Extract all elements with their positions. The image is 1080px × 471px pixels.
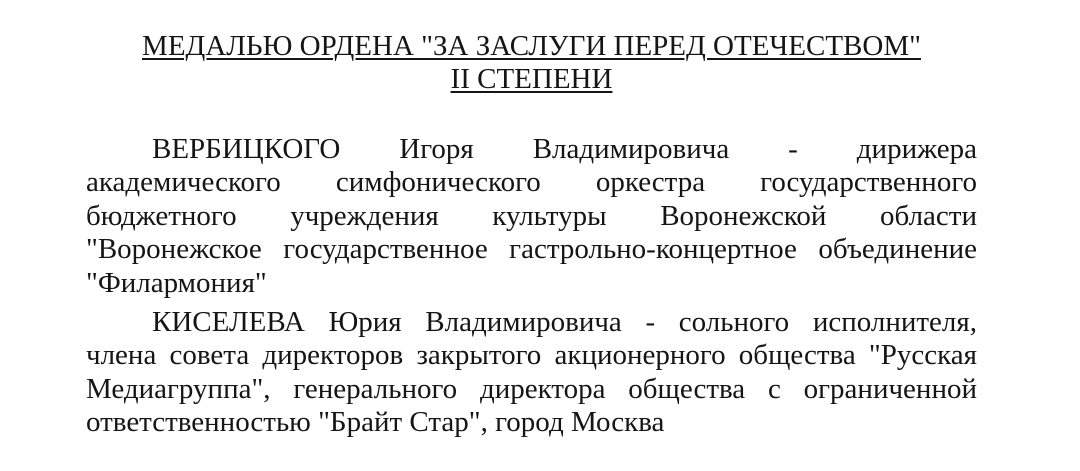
entry-line: "Филармония" (86, 266, 267, 299)
award-degree: II СТЕПЕНИ (450, 63, 613, 95)
entry-line: Медиагруппа", генерального директора общества с ограниченной (86, 372, 977, 405)
entry-line: бюджетного учреждения культуры Воронежской области (86, 199, 977, 232)
award-entry-verbitsky (86, 133, 977, 300)
entry-line: КИСЕЛЕВА Юрия Владимировича - сольного исполнителя, (152, 305, 977, 338)
award-heading-line-2 (86, 63, 977, 96)
award-entries (86, 133, 977, 440)
award-title: МЕДАЛЬЮ ОРДЕНА "ЗА ЗАСЛУГИ ПЕРЕД ОТЕЧЕСТВОМ" (142, 30, 921, 62)
award-entry-kiselev (86, 306, 977, 440)
award-heading (86, 30, 977, 96)
entry-line: члена совета директоров закрытого акционерного общества "Русская (86, 339, 977, 372)
entry-line: академического симфонического оркестра государственного (86, 166, 977, 199)
award-heading-line-1 (86, 30, 977, 63)
entry-line: ответственностью "Брайт Стар", город Москва (86, 406, 665, 439)
entry-line: ВЕРБИЦКОГО Игоря Владимировича - дирижера (152, 133, 977, 165)
entry-line: "Воронежское государственное гастрольно-концертное объединение (86, 233, 977, 266)
document-page (86, 30, 977, 440)
